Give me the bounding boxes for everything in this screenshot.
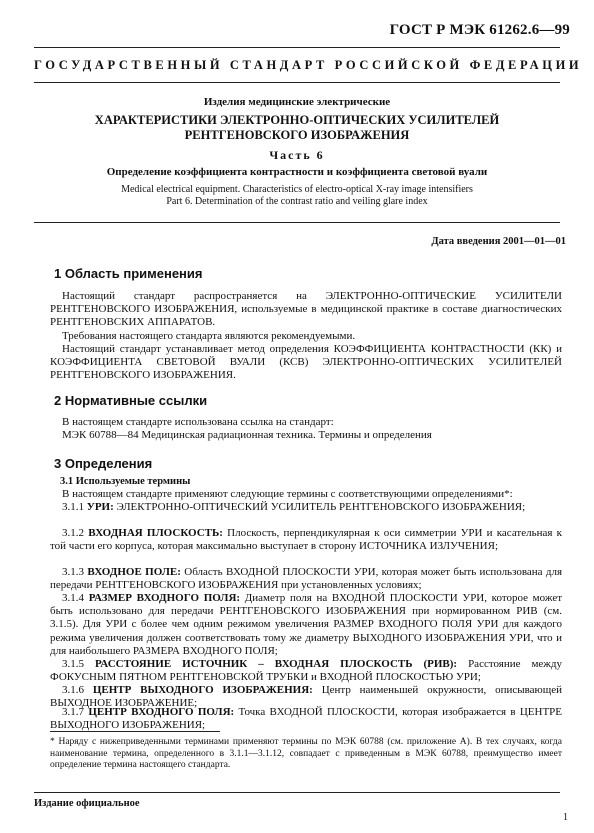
english-title-line-1: Medical electrical equipment. Characteristics of electro-optical X-ray image intensifiers: [121, 184, 473, 195]
section-1-paragraph-1: Настоящий стандарт распространяется на ЭЛЕКТРОННО-ОПТИЧЕСКИЕ УСИЛИТЕЛИ РЕНТГЕНОВСКОГО ИЗОБРАЖЕНИЯ, используемые в медицинской практике в составе диагностических РЕНТГЕНОВСКИХ АППАРАТОВ.: [50, 290, 562, 329]
section-2-heading: 2 Нормативные ссылки: [54, 393, 208, 408]
publication-note: Издание официальное: [34, 798, 140, 809]
term-3-1-6: 3.1.6 ЦЕНТР ВЫХОДНОГО ИЗОБРАЖЕНИЯ: Центр наименьшей окружности, описывающей ВЫХОДНОЕ ИЗОБРАЖЕНИЕ;: [50, 684, 563, 710]
footnote: * Наряду с нижеприведенными терминами применяют термины по МЭК 60788 (см. приложение А). В тех случаях, когда наименование термина, определенного в 3.1.1—3.1.12, совпадает с приведенным в МЭК 60788, преимущество имеет определение термина настоящего стандарта.: [50, 737, 562, 770]
term-3-1-7: 3.1.7 ЦЕНТР ВХОДНОГО ПОЛЯ: Точка ВХОДНОЙ ПЛОСКОСТИ, которая изображается в ЦЕНТРЕ ВЫХОДНОГО ИЗОБРАЖЕНИЯ;: [50, 706, 562, 732]
subtitle: Определение коэффициента контрастности и коэффициента световой вуали: [106, 166, 488, 178]
section-2-reference: МЭК 60788—84 Медицинская радиационная техника. Термины и определения: [62, 429, 432, 441]
subsection-3-1-heading: 3.1 Используемые термины: [60, 476, 191, 487]
term-3-1-4: 3.1.4 РАЗМЕР ВХОДНОГО ПОЛЯ: Диаметр поля на ВХОДНОЙ ПЛОСКОСТИ УРИ, которое может быть использовано для передачи РЕНТГЕНОВСКОГО ИЗОБРАЖЕНИЯ при нормированном РИВ (см. 3.1.5). Для УРИ с более чем одним режимом увеличения РАЗМЕР ВХОДНОГО ПОЛЯ УРИ для каждого режима увеличения должен соответствовать тому же диаметру ВЫХОДНОГО ИЗОБРАЖЕНИЯ УРИ, что и для наибольшего РАЗМЕРА ВХОДНОГО ПОЛЯ;: [50, 592, 563, 657]
footnote-rule: [50, 731, 220, 732]
title-main: ХАРАКТЕРИСТИКИ ЭЛЕКТРОННО-ОПТИЧЕСКИХ УСИЛИТЕЛЕЙ РЕНТГЕНОВСКОГО ИЗОБРАЖЕНИЯ: [94, 113, 500, 142]
definitions-intro: В настоящем стандарте применяют следующие термины с соответствующими определениями*:: [62, 488, 513, 500]
top-rule: [34, 47, 560, 48]
section-1-paragraph-3: Настоящий стандарт устанавливает метод определения КОЭФФИЦИЕНТА КОНТРАСТНОСТИ (КК) и КОЭФФИЦИЕНТА СВЕТОВОЙ ВУАЛИ (КСВ) ЭЛЕКТРОННО-ОПТИЧЕСКИХ УСИЛИТЕЛЕЙ РЕНТГЕНОВСКОГО ИЗОБРАЖЕНИЯ.: [50, 343, 562, 382]
term-3-1-1: 3.1.1 УРИ: ЭЛЕКТРОННО-ОПТИЧЕСКИЙ УСИЛИТЕЛЬ РЕНТГЕНОВСКОГО ИЗОБРАЖЕНИЯ;: [62, 501, 526, 513]
term-3-1-5: 3.1.5 РАССТОЯНИЕ ИСТОЧНИК – ВХОДНАЯ ПЛОСКОСТЬ (РИВ): Расстояние между ФОКУСНЫМ ПЯТНОМ РЕНТГЕНОВСКОЙ ТРУБКИ и ВХОДНОЙ ПЛОСКОСТЬЮ УРИ;: [50, 658, 563, 684]
section-2-paragraph-1: В настоящем стандарте использована ссылка на стандарт:: [62, 416, 334, 428]
title-group: Изделия медицинские электрические: [203, 96, 391, 108]
document-code: ГОСТ Р МЭК 61262.6—99: [389, 22, 570, 38]
term-3-1-2: 3.1.2 ВХОДНАЯ ПЛОСКОСТЬ: Плоскость, перпендикулярная к оси симметрии УРИ и касательная к той части его корпуса, которая максимально выступает в сторону ИСТОЧНИКА ИЗЛУЧЕНИЯ;: [50, 527, 563, 553]
term-3-1-3: 3.1.3 ВХОДНОЕ ПОЛЕ: Область ВХОДНОЙ ПЛОСКОСТИ УРИ, которая может быть использована для передачи РЕНТГЕНОВСКОГО ИЗОБРАЖЕНИЯ при установленных условиях;: [50, 566, 563, 592]
masthead-rule: [34, 82, 560, 83]
bottom-rule: [34, 792, 560, 793]
title-rule: [34, 222, 560, 223]
masthead: ГОСУДАРСТВЕННЫЙ СТАНДАРТ РОССИЙСКОЙ ФЕДЕРАЦИИ: [34, 58, 583, 72]
section-3-heading: 3 Определения: [54, 456, 153, 471]
page-number: 1: [563, 812, 568, 823]
section-1-paragraph-2: Требования настоящего стандарта являются рекомендуемыми.: [62, 330, 356, 342]
part-label: Часть 6: [269, 148, 325, 162]
date-of-introduction: Дата введения 2001—01—01: [431, 236, 566, 247]
english-title-line-2: Part 6. Determination of the contrast ratio and veiling glare index: [166, 196, 428, 207]
section-1-heading: 1 Область применения: [54, 266, 203, 281]
